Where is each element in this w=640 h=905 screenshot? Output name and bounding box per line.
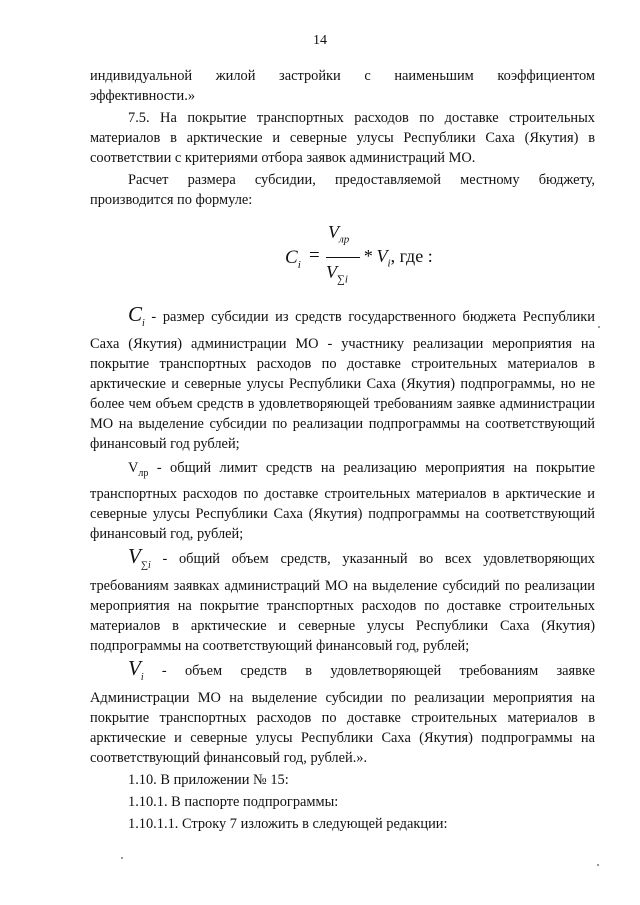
document-body <box>90 66 595 834</box>
definition-ci: $C_i$ - размер субсидии из средств государственного бюджета Республики Саха (Якутия) администрации МО - участнику реализации мероприятия на покрытие транспортных расходов по доставке строительных материалов в арктические и северные улусы Республики Саха (Якутия) подпрограммы, но не более чем объем средств в удовлетворяющей требованиям заявке администрации МО на выделение субсидии по реализации подпрограммы на соответствующий финансовый год рублей; <box>90 302 595 453</box>
definition-vsum: $V_{\sum i}$ - общий объем средств, указанный во всех удовлетворяющих требованиям заявках администраций МО на выделение субсидий по реализации мероприятия на покрытие транспортных расходов по доставке строительных материалов в арктические и северные улусы Республики Саха (Якутия) подпрограммы на соответствующий финансовый год, рублей; <box>90 544 595 655</box>
intro-word: жилой <box>215 68 256 84</box>
symbol-vsum: $V_{\sum i}$ <box>128 544 151 572</box>
symbol-vi: $V_i$ <box>128 656 144 684</box>
page-number: 14 <box>313 33 327 48</box>
intro-line-2: эффективности.» <box>90 88 196 104</box>
formula-equals: = <box>309 245 320 266</box>
symbol-ci: $C_i$ <box>128 302 145 330</box>
formula-tail: * $V_i$, где : <box>363 246 433 270</box>
subsidy-formula <box>90 210 595 298</box>
item-1-10: 1.10. В приложении № 15: <box>128 772 289 789</box>
item-1-10-1-1: 1.10.1.1. Строку 7 изложить в следующей редакции: <box>128 816 448 833</box>
intro-word: коэффициентом <box>497 68 595 84</box>
formula-numerator: $V_{лр}$ <box>328 222 350 246</box>
paragraph-7-5: 7.5. На покрытие транспортных расходов по доставке строительных материалов в арктические и северные улусы Республики Саха (Якутия) в соответствии с критериями отбора заявок администраций МО. <box>90 110 595 166</box>
intro-line-1 <box>90 66 595 86</box>
paragraph-calculation: Расчет размера субсидии, предоставляемой местному бюджету, производится по формуле: <box>90 172 595 208</box>
formula-ci: $C_i$ <box>285 247 301 271</box>
definition-vlp: $V_{лр}$ - общий лимит средств на реализацию мероприятия на покрытие транспортных расходов по доставке строительных материалов в арктические и северные улусы Республики Саха (Якутия) подпрограммы на соответствующий финансовый год, рублей; <box>90 460 595 543</box>
intro-word: индивидуальной <box>90 68 193 84</box>
item-1-10-1: 1.10.1. В паспорте подпрограммы: <box>128 794 339 811</box>
formula-fraction-bar <box>326 257 360 258</box>
scan-artifact <box>597 864 599 866</box>
intro-word: с <box>364 68 371 84</box>
scan-artifact <box>121 857 123 859</box>
formula-denominator: $V_{\sum i}$ <box>326 262 348 286</box>
symbol-vlp: $V_{лр}$ <box>128 460 149 480</box>
scan-artifact <box>598 326 600 328</box>
definition-vi: $V_i$ - объем средств в удовлетворяющей требованиям заявке Администрации МО на выделение субсидии по реализации мероприятия на покрытие транспортных расходов по доставке строительных материалов в арктические и северные улусы Республики Саха (Якутия) подпрограммы на соответствующий финансовый год, рублей.». <box>90 656 595 767</box>
intro-word: застройки <box>279 68 341 84</box>
intro-word: наименьшим <box>394 68 474 84</box>
